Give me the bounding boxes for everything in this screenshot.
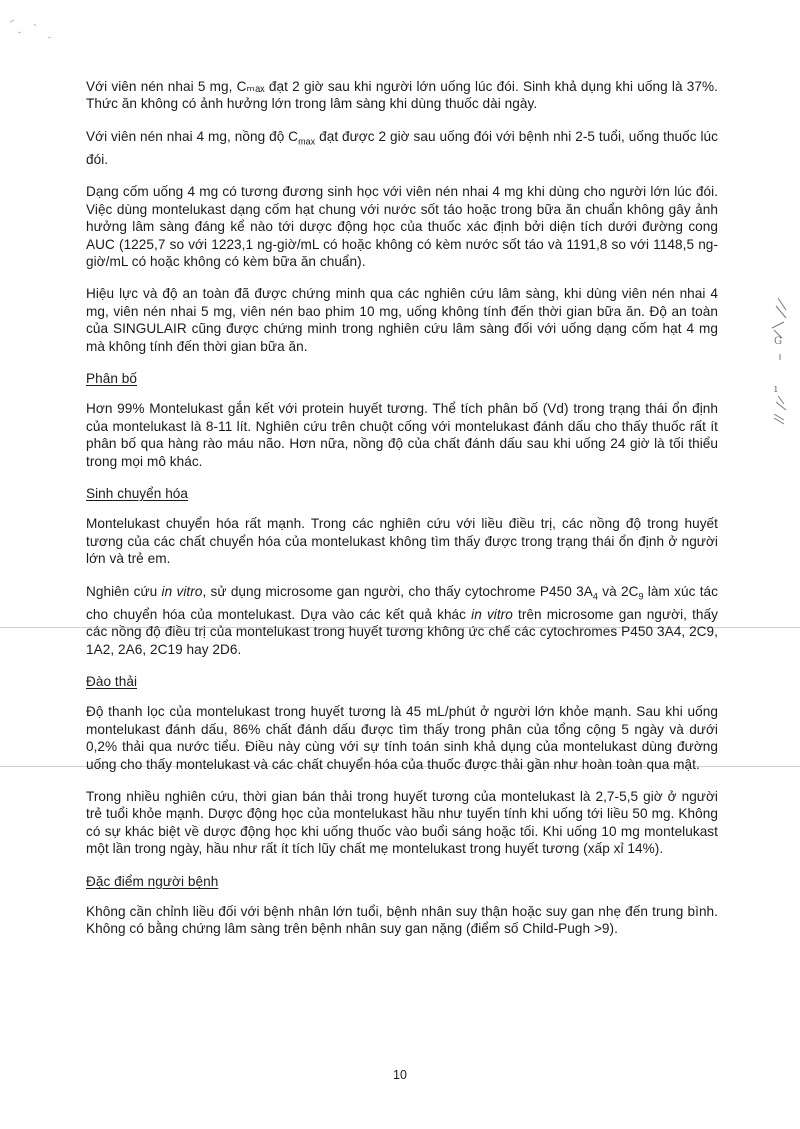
paragraph-half-life: Trong nhiều nghiên cứu, thời gian bán thải trong huyết tương của montelukast là 2,7-5,5 giờ ở người trẻ tuổi khỏe mạnh. Dược động học của montelukast hầu như tuyến tính khi uống tới liều 50 mg. Không có sự khác biệt về dược động học khi uống thuốc vào buổi sáng hoặc tối. Khi uống 10 mg montelukast một lần trong ngày, hầu như rất ít tích lũy chất mẹ montelukast trong huyết tương (xấp xỉ 14%). <box>86 789 718 857</box>
paragraph-efficacy: Hiệu lực và độ an toàn đã được chứng minh qua các nghiên cứu lâm sàng, khi dùng viên nén nhai 4 mg, viên nén nhai 5 mg, viên nén bao phim 10 mg, uống không tính đến thời gian bữa ăn. Độ an toàn của SINGULAIR cũng được chứng minh trong nghiên cứu lâm sàng đối với uống dạng cốm hạt 4 mg mà không tính đến thời gian bữa ăn. <box>86 286 718 354</box>
scan-artifact-corner <box>4 14 64 54</box>
document-body <box>86 78 718 953</box>
subscript-9: 9 <box>638 591 644 602</box>
paragraph-chewable-4mg-text-b: đạt được 2 giờ sau uống đói với bệnh nhi 2-5 tuổi, uống thuốc lúc đói. <box>86 128 718 167</box>
paragraph-in-vitro <box>86 583 718 658</box>
heading-patient-characteristics: Đặc điểm người bệnh <box>86 873 219 889</box>
in-vitro-italic-2: in vitro <box>471 606 513 622</box>
page-number: 10 <box>393 1068 407 1082</box>
svg-text:ı: ı <box>774 382 778 395</box>
paragraph-chewable-4mg-text-a: Với viên nén nhai 4 mg, nồng độ C <box>86 128 299 144</box>
in-vitro-text-d: làm xúc tác cho chuyển hóa của montelukast. Dựa vào các kết quả khác <box>86 583 718 622</box>
subscript-4: 4 <box>592 591 598 602</box>
svg-text:G: G <box>774 336 782 347</box>
heading-distribution: Phân bố <box>86 371 137 386</box>
paragraph-patient-characteristics: Không cần chỉnh liều đối với bệnh nhân lớn tuổi, bệnh nhân suy thận hoặc suy gan nhẹ đến trung bình. Không có bằng chứng lâm sàng trên bệnh nhân suy gan nặng (điểm số Child-Pugh >9). <box>86 904 718 937</box>
heading-elimination: Đào thải <box>86 674 138 689</box>
margin-stamp <box>764 296 798 436</box>
paragraph-granules: Dạng cốm uống 4 mg có tương đương sinh học với viên nén nhai 4 mg khi dùng cho người lớn lúc đói. Việc dùng montelukast dạng cốm hạt chung với nước sốt táo hoặc trong bữa ăn chuẩn không gây ảnh hưởng lâm sàng đáng kể nào tới dược động học của thuốc xác định bởi diện tích dưới đường cong AUC (1225,7 so với 1223,1 ng-giờ/mL có hoặc không có kèm nước sốt táo và 1191,8 so với 1148,5 ng-giờ/mL có hoặc không có kèm bữa ăn chuẩn). <box>86 184 718 269</box>
paragraph-elimination: Độ thanh lọc của montelukast trong huyết tương là 45 mL/phút ở người lớn khỏe mạnh. Sau khi uống montelukast đánh dấu, 86% chất đánh dấu được tìm thấy trong phân của tổng cộng 5 ngày và dưới 0,2% thải qua nước tiểu. Điều này cùng với sự tính toán sinh khả dụng của montelukast dùng đường uống cho thấy montelukast và các chất chuyển hóa của thuốc được thải gần như hoàn toàn qua mật. <box>86 704 718 772</box>
heading-metabolism: Sinh chuyển hóa <box>86 486 189 502</box>
in-vitro-italic-1: in vitro <box>161 583 203 599</box>
paragraph-distribution: Hơn 99% Montelukast gắn kết với protein huyết tương. Thể tích phân bố (Vd) trong trạng thái ổn định của montelukast là 8-11 lít. Nghiên cứu trên chuột cống với montelukast đánh dấu cho thấy thuốc rất ít phân bố qua hàng rào máu não. Hơn nữa, nồng độ của chất đánh dấu sau khi uống 24 giờ là tối thiểu trong mọi mô khác. <box>86 401 718 469</box>
in-vitro-text-b: , sử dụng microsome gan người, cho thấy cytochrome P450 3A <box>202 583 593 599</box>
paragraph-chewable-4mg <box>86 128 718 169</box>
cmax-subscript: max <box>298 136 316 147</box>
in-vitro-text-a: Nghiên cứu <box>86 583 162 599</box>
in-vitro-text-e: trên microsome gan người, thấy các nồng độ điều trị của montelukast trong huyết tương không ức chế các cytochromes P450 3A4, 2C9, 1A2, 2A6, 2C19 hay 2D6. <box>86 606 718 657</box>
paragraph-metabolism: Montelukast chuyển hóa rất mạnh. Trong các nghiên cứu với liều điều trị, các nồng độ trong huyết tương của các chất chuyển hóa của montelukast không tìm thấy được trong trạng thái ổn định ở người lớn và trẻ em. <box>86 516 718 567</box>
in-vitro-text-c: và 2C <box>597 583 639 599</box>
paragraph-chewable-5mg: Với viên nén nhai 5 mg, Cₘₐₓ đạt 2 giờ sau khi người lớn uống lúc đói. Sinh khả dụng khi uống là 37%. Thức ăn không có ảnh hưởng lớn trong lâm sàng khi dùng thuốc dài ngày. <box>86 79 718 112</box>
